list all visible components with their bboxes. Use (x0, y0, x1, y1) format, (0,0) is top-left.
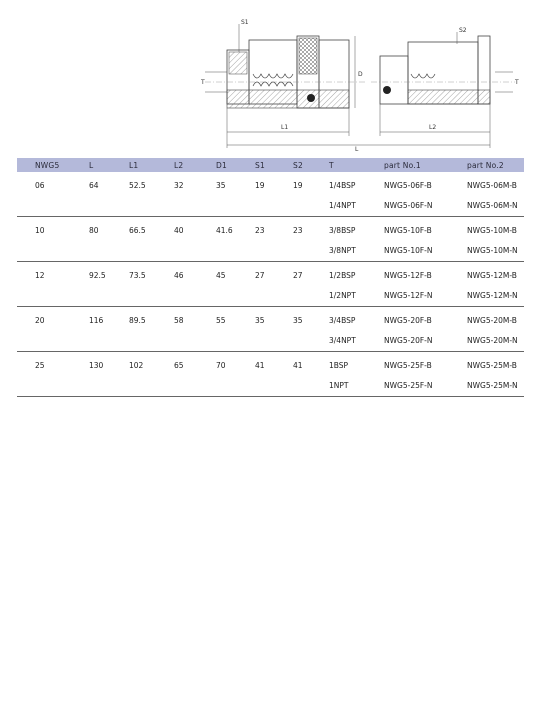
cell-s1: 23 (255, 225, 265, 235)
cell-part-no-2: NWG5-12M-N (465, 286, 524, 307)
cell-part-no-1: NWG5-06F-B (384, 180, 432, 190)
cell-t: 1/4NPT (327, 196, 382, 217)
cell-part-no-2: NWG5-12M-B (467, 270, 517, 280)
label-t-left: T (201, 79, 205, 86)
cell-part-no-1: NWG5-10F-B (384, 225, 432, 235)
cell-nwg5: 10 (35, 225, 45, 235)
cell-l2: 58 (174, 315, 184, 325)
header-s2: S2 (291, 158, 327, 172)
header-part-no-2: part No.2 (465, 158, 524, 172)
cell-l1: 66.5 (129, 225, 146, 235)
cell-l1: 102 (129, 360, 144, 370)
cell-part-no-1: NWG5-20F-N (382, 331, 465, 352)
cell-t: 3/8BSP (329, 225, 356, 235)
cell-l: 116 (89, 315, 104, 325)
cell-t: 1BSP (329, 360, 349, 370)
label-l1: L1 (281, 124, 289, 131)
cell-part-no-1: NWG5-20F-B (384, 315, 432, 325)
cell-s1: 19 (255, 180, 265, 190)
cell-part-no-2: NWG5-25M-B (467, 360, 517, 370)
cell-nwg5: 25 (35, 360, 45, 370)
table-row (17, 286, 524, 307)
cell-t: 3/4NPT (327, 331, 382, 352)
cell-nwg5: 20 (35, 315, 45, 325)
label-l2: L2 (429, 124, 437, 131)
header-t: T (327, 158, 382, 172)
header-l: L (87, 158, 127, 172)
cell-part-no-1: NWG5-12F-B (384, 270, 432, 280)
cell-s2: 27 (293, 270, 303, 280)
cell-l1: 73.5 (129, 270, 146, 280)
male-nipple-drawing (371, 36, 515, 104)
cell-part-no-1: NWG5-12F-N (382, 286, 465, 307)
cell-part-no-1: NWG5-06F-N (382, 196, 465, 217)
dimension-lines (205, 24, 513, 148)
cell-l2: 40 (174, 225, 184, 235)
coupling-technical-drawing (195, 12, 535, 152)
cell-l2: 46 (174, 270, 184, 280)
label-d: D (358, 71, 363, 78)
cell-part-no-2: NWG5-20M-N (465, 331, 524, 352)
header-d1: D1 (214, 158, 253, 172)
cell-l1: 89.5 (129, 315, 146, 325)
cell-s1: 35 (255, 315, 265, 325)
header-part-no-1: part No.1 (382, 158, 465, 172)
specification-table (17, 158, 524, 397)
table-row (17, 217, 524, 241)
header-nwg5: NWG5 (17, 158, 87, 172)
cell-t: 1/2BSP (329, 270, 356, 280)
cell-d1: 55 (216, 315, 226, 325)
cell-part-no-2: NWG5-10M-N (465, 241, 524, 262)
cell-t: 3/8NPT (327, 241, 382, 262)
label-s1: S1 (241, 19, 249, 26)
cell-part-no-2: NWG5-06M-N (465, 196, 524, 217)
cell-l1: 52.5 (129, 180, 146, 190)
header-l2: L2 (172, 158, 214, 172)
cell-d1: 45 (216, 270, 226, 280)
table-row (17, 376, 524, 397)
header-l1: L1 (127, 158, 172, 172)
table-row (17, 352, 524, 376)
table-header-row (17, 158, 524, 172)
cell-nwg5: 12 (35, 270, 45, 280)
cell-part-no-1: NWG5-25F-N (382, 376, 465, 397)
cell-part-no-2: NWG5-25M-N (465, 376, 524, 397)
table-row (17, 196, 524, 217)
cell-part-no-2: NWG5-06M-B (467, 180, 517, 190)
label-l: L (355, 146, 359, 152)
female-coupler-drawing (205, 36, 365, 108)
cell-t: 1/2NPT (327, 286, 382, 307)
cell-d1: 41.6 (216, 225, 233, 235)
cell-part-no-1: NWG5-10F-N (382, 241, 465, 262)
cell-s2: 23 (293, 225, 303, 235)
cell-part-no-1: NWG5-25F-B (384, 360, 432, 370)
cell-part-no-2: NWG5-20M-B (467, 315, 517, 325)
cell-t: 1/4BSP (329, 180, 356, 190)
table-row (17, 172, 524, 196)
cell-l: 92.5 (89, 270, 106, 280)
cell-s1: 41 (255, 360, 265, 370)
cell-l: 64 (89, 180, 99, 190)
cell-part-no-2: NWG5-10M-B (467, 225, 517, 235)
cell-s1: 27 (255, 270, 265, 280)
table-row (17, 262, 524, 286)
cell-nwg5: 06 (35, 180, 45, 190)
cell-l: 130 (89, 360, 104, 370)
cell-l: 80 (89, 225, 99, 235)
cell-t: 3/4BSP (329, 315, 356, 325)
cell-l2: 32 (174, 180, 184, 190)
cell-d1: 70 (216, 360, 226, 370)
cell-s2: 19 (293, 180, 303, 190)
cell-t: 1NPT (327, 376, 382, 397)
header-s1: S1 (253, 158, 291, 172)
cell-s2: 41 (293, 360, 303, 370)
table-row (17, 241, 524, 262)
cell-s2: 35 (293, 315, 303, 325)
table-row (17, 331, 524, 352)
table-row (17, 307, 524, 331)
label-t-right: T (515, 79, 519, 86)
cell-d1: 35 (216, 180, 226, 190)
cell-l2: 65 (174, 360, 184, 370)
label-s2: S2 (459, 27, 467, 34)
